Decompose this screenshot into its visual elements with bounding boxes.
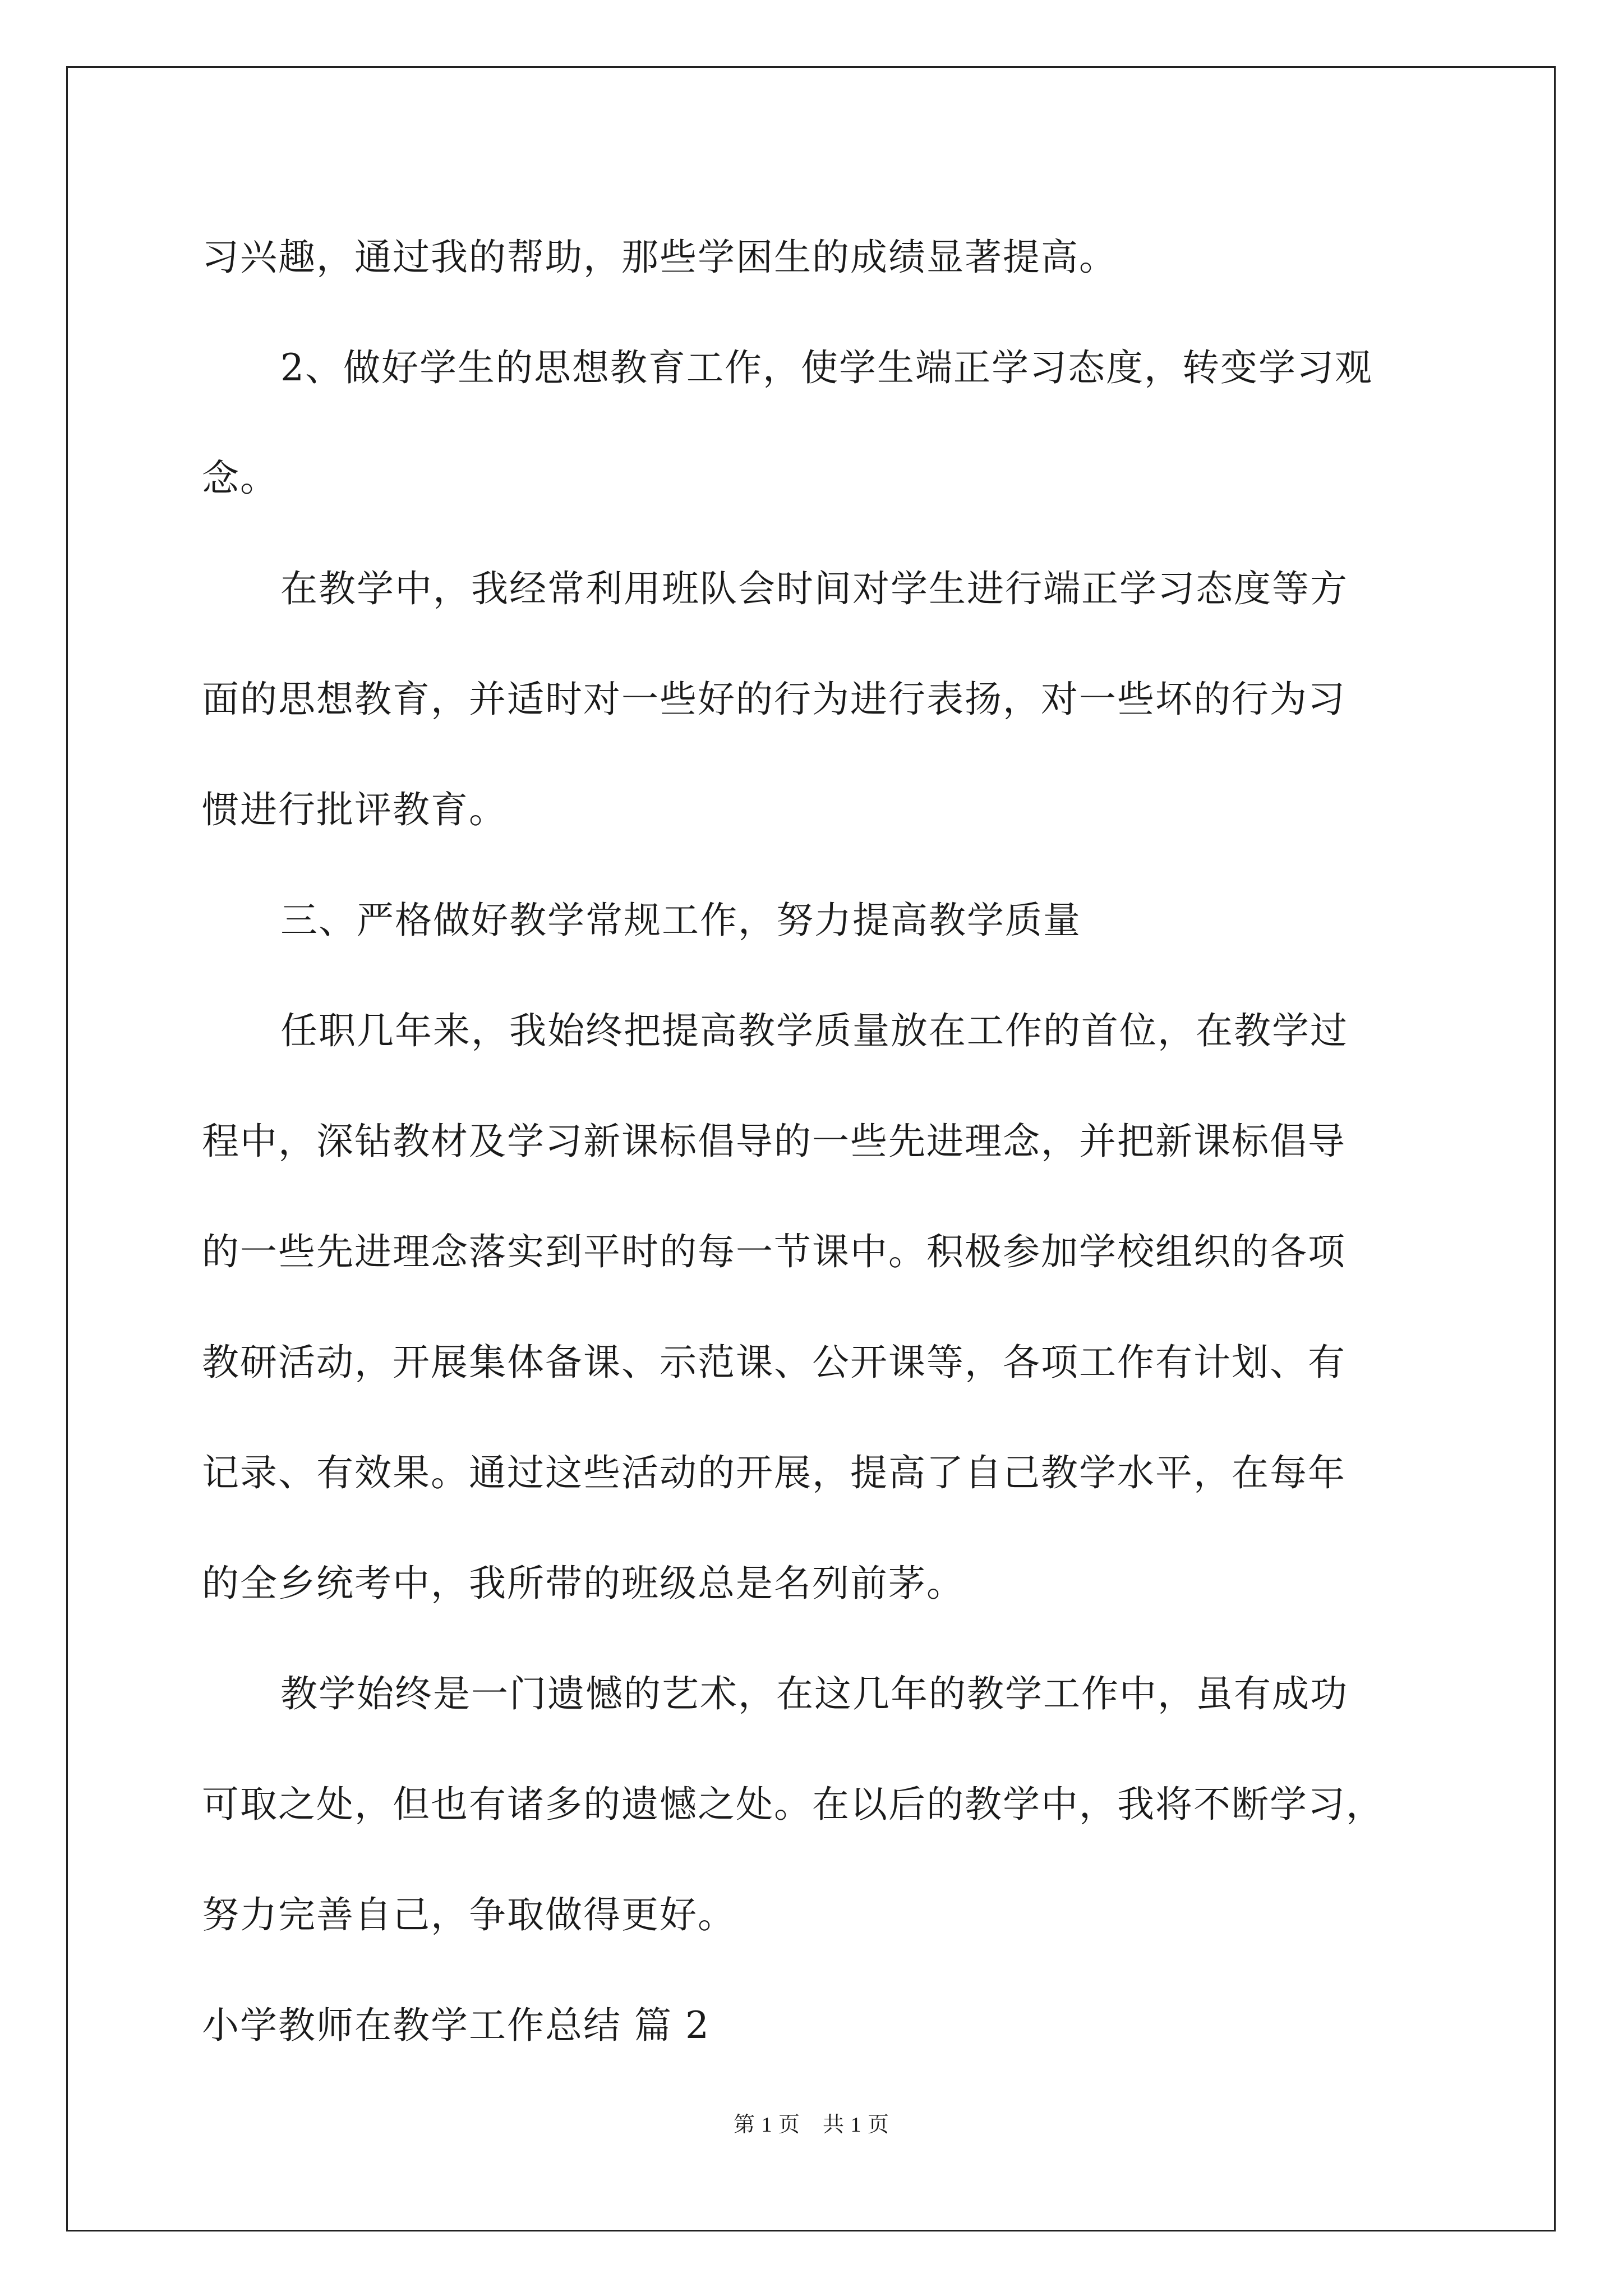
text-line: 教学始终是一门遗憾的艺术，在这几年的教学工作中，虽有成功: [280, 1672, 1348, 1715]
page-total: 共 1 页: [823, 2113, 890, 2137]
page-footer: [0, 2108, 1623, 2142]
text-line: 任职几年来，我始终把提高教学质量放在工作的首位，在教学过: [280, 1009, 1348, 1052]
text-line: 惯进行批评教育。: [202, 788, 507, 831]
text-line: 2、做好学生的思想教育工作，使学生端正学习态度，转变学习观: [280, 346, 1373, 389]
text-line: 习兴趣，通过我的帮助，那些学困生的成绩显著提高。: [202, 236, 1117, 279]
text-line: 程中，深钻教材及学习新课标倡导的一些先进理念，并把新课标倡导: [202, 1120, 1346, 1163]
text-line: 记录、有效果。通过这些活动的开展，提高了自己教学水平，在每年: [202, 1451, 1346, 1494]
text-line: 的全乡统考中，我所带的班级总是名列前茅。: [202, 1562, 965, 1605]
text-line: 可取之处，但也有诸多的遗憾之处。在以后的教学中，我将不断学习，: [202, 1783, 1384, 1826]
text-line: 教研活动，开展集体备课、示范课、公开课等，各项工作有计划、有: [202, 1341, 1346, 1384]
section-heading: 三、严格做好教学常规工作，努力提高教学质量: [280, 899, 1081, 942]
document-body: [202, 202, 1458, 2081]
text-line: 面的思想教育，并适时对一些好的行为进行表扬，对一些坏的行为习: [202, 678, 1346, 721]
text-line: 的一些先进理念落实到平时的每一节课中。积极参加学校组织的各项: [202, 1230, 1346, 1273]
page-number: 第 1 页: [733, 2113, 800, 2137]
text-line: 在教学中，我经常利用班队会时间对学生进行端正学习态度等方: [280, 567, 1348, 610]
article-title: 小学教师在教学工作总结 篇 2: [202, 2004, 710, 2047]
text-line: 念。: [202, 457, 278, 500]
text-line: 努力完善自己，争取做得更好。: [202, 1893, 736, 1936]
